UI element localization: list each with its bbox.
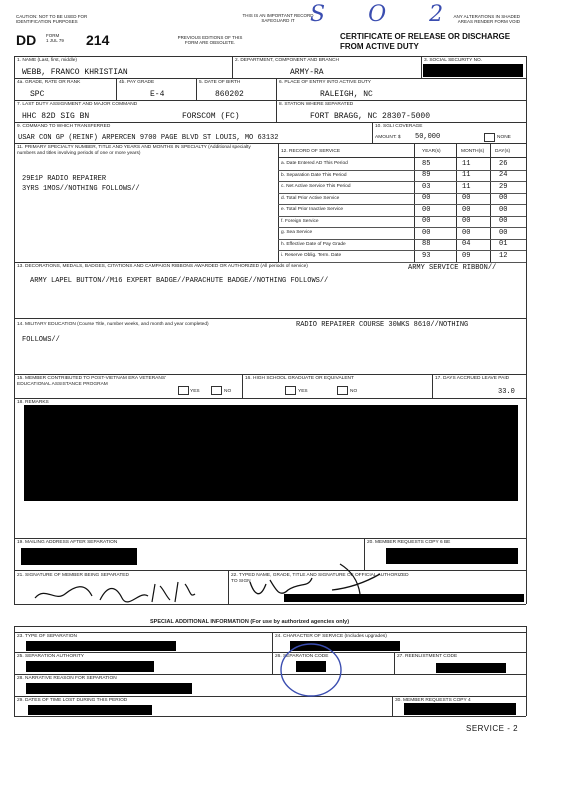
copy6-label: 20. MEMBER REQUESTS COPY 6 BE (367, 540, 451, 545)
character-of-service-label: 24. CHARACTER OF SERVICE (Includes upgrades) (275, 634, 387, 639)
service-record-label: g. Sea Service (281, 230, 313, 235)
service-record-month: 11 (462, 171, 471, 179)
veap-no-label: NO (224, 389, 232, 394)
decorations-label: 13. DECORATIONS, MEDALS, BADGES, CITATIONS AND CAMPAIGN RIBBONS AWARDED OR AUTHORIZED (All periods of service) (17, 264, 308, 269)
decorations-value-2: ARMY LAPEL BUTTON//M16 EXPERT BADGE//PARACHUTE BADGE//NOTHING FOLLOWS// (30, 277, 329, 285)
footer-service-copy: SERVICE - 2 (466, 724, 519, 733)
command-transferred-value: USAR CON GP (REINF) ARPERCEN 9700 PAGE BLVD ST LOUIS, MO 63132 (18, 134, 279, 142)
caution-text: CAUTION: NOT TO BE USED FOR IDENTIFICATION PURPOSES (16, 14, 88, 24)
service-record-month: 00 (462, 228, 471, 237)
grade-label: 4a. GRADE, RATE OR RANK (17, 80, 81, 85)
form-label: FORM 1 JUL 79 (46, 33, 64, 43)
veap-yes-label: YES (190, 389, 200, 394)
separation-authority-redaction (26, 661, 154, 672)
service-record-year: 88 (422, 240, 431, 248)
remarks-label: 18. REMARKS (17, 400, 49, 405)
service-record-day: 12 (499, 251, 508, 260)
high-school-yes-checkbox (285, 386, 296, 395)
mailing-address-redaction (21, 548, 137, 565)
service-record-month: 11 (462, 159, 471, 168)
pay-grade-value: E-4 (150, 90, 165, 99)
type-of-separation-label: 23. TYPE OF SEPARATION (17, 634, 77, 639)
pay-grade-label: 4b. PAY GRADE (119, 80, 155, 85)
sgli-amount-label: AMOUNT: $ (375, 135, 401, 140)
station-value: FORT BRAGG, NC 28307-5000 (310, 112, 431, 121)
department-label: 2. DEPARTMENT, COMPONENT AND BRANCH (235, 58, 339, 63)
service-record-label: f. Foreign Service (281, 218, 319, 224)
reenlistment-code-redaction (436, 663, 506, 673)
specialty-value-1: 29E1P RADIO REPAIRER (22, 175, 107, 183)
service-record-year: 89 (422, 171, 431, 179)
service-record-month: 11 (462, 182, 471, 191)
sgli-label: 10. SGLI COVERAGE (375, 124, 423, 129)
service-record-month: 00 (462, 217, 471, 225)
specialty-value-2: 3YRS 1MOS//NOTHING FOLLOWS// (22, 185, 140, 193)
time-lost-redaction (28, 705, 152, 715)
service-record-day: 01 (499, 240, 508, 248)
service-record-month: 00 (462, 194, 471, 202)
last-duty-value: HHC 82D SIG BN (22, 112, 90, 121)
high-school-no-checkbox (337, 386, 348, 395)
decorations-value-1: ARMY SERVICE RIBBON// (408, 264, 497, 272)
sgli-none-label: NONE (497, 135, 511, 140)
record-col-month: MONTH(s) (461, 149, 485, 154)
last-duty-label: 7. LAST DUTY ASSIGNMENT AND MAJOR COMMAND (17, 102, 138, 107)
form-dd-label: DD (16, 32, 37, 48)
dob-value: 860202 (215, 90, 244, 99)
type-of-separation-redaction (26, 641, 176, 651)
pen-circle-annotation (276, 640, 346, 700)
important-record-text: THIS IS AN IMPORTANT RECORD SAFEGUARD IT (242, 13, 314, 23)
name-value: WEBB, FRANCO KHRISTIAN (22, 68, 128, 77)
ssn-label: 3. SOCIAL SECURITY NO. (424, 58, 483, 63)
ssn-redaction (423, 64, 523, 77)
military-education-label: 14. MILITARY EDUCATION (Course Title, number weeks, and month and year completed) (17, 322, 209, 327)
service-record-year: 00 (422, 228, 431, 237)
department-value: ARMY-RA (290, 68, 324, 77)
service-record-row (278, 250, 526, 263)
reenlistment-code-label: 27. REENLISTMENT CODE (397, 654, 458, 659)
service-record-month: 04 (462, 240, 471, 248)
separation-authority-label: 25. SEPARATION AUTHORITY (17, 654, 84, 659)
service-record-year: 93 (422, 251, 431, 260)
copy4-redaction (404, 703, 516, 715)
record-of-service-label: 12. RECORD OF SERVICE (281, 149, 341, 154)
name-label: 1. NAME (Last, first, middle) (17, 58, 77, 63)
service-record-label: h. Effective Date of Pay Grade (281, 241, 346, 247)
form-title: CERTIFICATE OF RELEASE OR DISCHARGE FROM ACTIVE DUTY (340, 32, 511, 51)
member-signature-label: 21. SIGNATURE OF MEMBER BEING SEPARATED (17, 573, 129, 578)
service-record-label: b. Separation Date This Period (281, 172, 347, 178)
record-col-day: DAY(s) (495, 149, 511, 154)
record-col-year: YEAR(s) (422, 149, 441, 154)
veap-yes-checkbox (178, 386, 189, 395)
service-record-day: 24 (499, 171, 508, 179)
official-signature-label: 22. TYPED NAME, GRADE, TITLE AND SIGNATURE OF OFFICIAL AUTHORIZED TO SIGN (231, 573, 409, 584)
service-record-label: i. Reserve Oblig. Term. Date (281, 253, 342, 258)
handwritten-annotation: S O 2 (310, 2, 462, 27)
copy6-redaction (386, 548, 518, 564)
high-school-label: 16. HIGH SCHOOL GRADUATE OR EQUIVALENT (245, 376, 354, 381)
remarks-redaction (24, 405, 518, 501)
service-record-label: e. Total Prior Inactive Service (281, 207, 344, 212)
mailing-address-label: 19. MAILING ADDRESS AFTER SEPARATION (17, 540, 118, 545)
service-record-year: 85 (422, 159, 431, 168)
official-name-redaction (284, 594, 524, 602)
station-label: 8. STATION WHERE SEPARATED (279, 102, 354, 107)
veap-no-checkbox (211, 386, 222, 395)
service-record-day: 00 (499, 217, 508, 225)
service-record-year: 00 (422, 217, 431, 225)
service-record-label: c. Net Active Service This Period (281, 184, 351, 189)
alterations-warning: ANY ALTERATIONS IN SHADED AREAS RENDER FORM VOID (453, 14, 520, 24)
service-record-month: 09 (462, 251, 471, 260)
sgli-none-checkbox (484, 133, 495, 142)
service-record-year: 03 (422, 182, 431, 191)
service-record-year: 00 (422, 194, 431, 202)
service-record-day: 00 (499, 205, 508, 214)
veap-label: 15. MEMBER CONTRIBUTED TO POST-VIETNAM ERA VETERANS' EDUCATIONAL ASSISTANCE PROGRAM (17, 376, 166, 387)
command-transferred-label: 9. COMMAND TO WHICH TRANSFERRED (17, 124, 111, 129)
service-record-month: 00 (462, 205, 471, 214)
service-record-day: 00 (499, 228, 508, 237)
separation-code-label: 26. SEPARATION CODE (275, 654, 329, 659)
high-school-no-label: NO (350, 389, 358, 394)
specialty-label: 11. PRIMARY SPECIALTY NUMBER, TITLE AND YEARS AND MONTHS IN SPECIALTY (Additional specialty numbers and titles involving periods of one or more years) (17, 145, 251, 156)
special-info-title: SPECIAL ADDITIONAL INFORMATION (For use by authorized agencies only) (150, 619, 350, 625)
time-lost-label: 29. DATES OF TIME LOST DURING THIS PERIOD (17, 698, 128, 703)
place-of-entry-label: 6. PLACE OF ENTRY INTO ACTIVE DUTY (279, 80, 371, 85)
service-record-day: 29 (499, 182, 508, 191)
major-command-value: FORSCOM (FC) (182, 112, 240, 121)
copy4-label: 30. MEMBER REQUESTS COPY 4 (395, 698, 471, 703)
service-record-day: 26 (499, 159, 508, 168)
military-education-value-1: RADIO REPAIRER COURSE 30WKS 8610//NOTHING (296, 321, 469, 329)
form-number: 214 (86, 32, 110, 48)
member-signature (30, 576, 200, 606)
previous-editions-note: PREVIOUS EDITIONS OF THIS FORM ARE OBSOLETE. (177, 35, 243, 45)
service-record-day: 00 (499, 194, 508, 202)
high-school-yes-label: YES (298, 389, 308, 394)
grade-value: SPC (30, 90, 45, 99)
military-education-value-2: FOLLOWS// (22, 336, 60, 344)
narrative-reason-label: 28. NARRATIVE REASON FOR SEPARATION (17, 676, 117, 681)
leave-paid-value: 33.0 (498, 388, 515, 396)
place-of-entry-value: RALEIGH, NC (320, 90, 373, 99)
leave-paid-label: 17. DAYS ACCRUED LEAVE PAID (435, 376, 510, 381)
sgli-amount-value: 50,000 (415, 133, 441, 141)
service-record-label: d. Total Prior Active Service (281, 195, 340, 201)
dob-label: 5. DATE OF BIRTH (199, 80, 241, 85)
service-record-label: a. Date Entered AD This Period (281, 161, 348, 166)
narrative-reason-redaction (26, 683, 192, 694)
service-record-year: 00 (422, 205, 431, 214)
